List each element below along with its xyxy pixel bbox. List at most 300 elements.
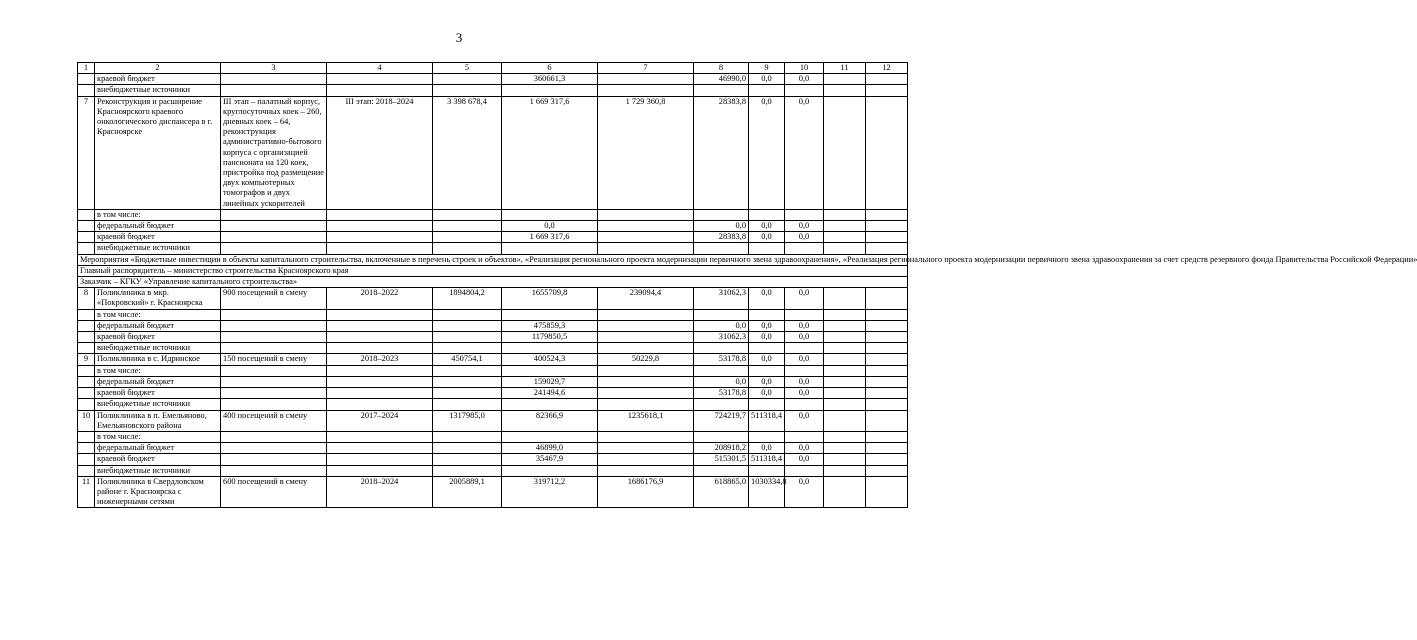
funding-source-label: внебюджетные источники <box>95 399 221 410</box>
value-col12 <box>866 476 908 508</box>
object-name: Поликлиника в мкр. «Покровский» г. Красноярска <box>95 288 221 309</box>
value-col8: 31062,3 <box>694 332 749 343</box>
object-capacity: 900 посещений в смену <box>221 288 327 309</box>
value-col11 <box>824 476 866 508</box>
value-col5 <box>433 365 502 376</box>
value-col9: 0,0 <box>749 443 785 454</box>
value-col11 <box>824 343 866 354</box>
funding-source-label: краевой бюджет <box>95 232 221 243</box>
value-col10: 0,0 <box>785 232 824 243</box>
value-col4 <box>327 232 433 243</box>
value-col7 <box>598 243 694 254</box>
value-col11 <box>824 431 866 442</box>
value-col12 <box>866 365 908 376</box>
value-col5 <box>433 454 502 465</box>
value-col12 <box>866 354 908 365</box>
value-col11 <box>824 465 866 476</box>
funding-source-row <box>78 376 908 387</box>
value-col10: 0,0 <box>785 388 824 399</box>
value-col6: 82366,9 <box>502 410 598 431</box>
value-col6: 1 669 317,6 <box>502 232 598 243</box>
value-col5 <box>433 243 502 254</box>
section-row <box>78 254 908 265</box>
empty-num-cell <box>78 309 95 320</box>
value-col10 <box>785 399 824 410</box>
value-col9: 0,0 <box>749 354 785 365</box>
funding-source-row <box>78 74 908 85</box>
value-col5 <box>433 332 502 343</box>
value-col10: 0,0 <box>785 332 824 343</box>
object-name: Поликлиника в п. Емельяново, Емельяновского района <box>95 410 221 431</box>
estimated-cost: 450754,1 <box>433 354 502 365</box>
value-col5 <box>433 320 502 331</box>
funding-source-row <box>78 232 908 243</box>
funding-source-label: федеральный бюджет <box>95 221 221 232</box>
value-col6 <box>502 399 598 410</box>
value-col7: 239094,4 <box>598 288 694 309</box>
value-col5 <box>433 209 502 220</box>
value-col9: 1030334,8 <box>749 476 785 508</box>
value-col9 <box>749 343 785 354</box>
value-col10 <box>785 309 824 320</box>
value-col7 <box>598 320 694 331</box>
value-col8: 53178,8 <box>694 354 749 365</box>
section-text: Мероприятия «Бюджетные инвестиции в объекты капитального строительства, включенные в перечень строек и объектов», «Реализация регионального проекта модернизации первичного звена здравоохранения», «Реализация регионального проекта модернизации первичного звена здравоохранения за счет средств резервного фонда Правительства Российской Федерации» <box>78 254 908 265</box>
value-col7 <box>598 343 694 354</box>
value-col6: 1655709,8 <box>502 288 598 309</box>
value-col6 <box>502 243 598 254</box>
object-row <box>78 288 908 309</box>
value-col7 <box>598 388 694 399</box>
value-col7 <box>598 365 694 376</box>
value-col5 <box>433 431 502 442</box>
empty-num-cell <box>78 431 95 442</box>
value-col12 <box>866 388 908 399</box>
col-header: 8 <box>694 63 749 74</box>
value-col3 <box>221 332 327 343</box>
value-col4 <box>327 399 433 410</box>
funding-source-label: краевой бюджет <box>95 332 221 343</box>
value-col11 <box>824 288 866 309</box>
estimated-cost: 2005889,1 <box>433 476 502 508</box>
value-col5 <box>433 376 502 387</box>
value-col5 <box>433 465 502 476</box>
value-col3 <box>221 221 327 232</box>
col-header: 7 <box>598 63 694 74</box>
value-col12 <box>866 454 908 465</box>
value-col8 <box>694 431 749 442</box>
value-col4 <box>327 85 433 96</box>
value-col4 <box>327 376 433 387</box>
value-col8 <box>694 343 749 354</box>
empty-num-cell <box>78 454 95 465</box>
object-number: 8 <box>78 288 95 309</box>
value-col3 <box>221 465 327 476</box>
value-col6 <box>502 309 598 320</box>
value-col12 <box>866 410 908 431</box>
funding-source-label: в том числе: <box>95 365 221 376</box>
empty-num-cell <box>78 85 95 96</box>
value-col8: 53178,8 <box>694 388 749 399</box>
funding-source-row <box>78 388 908 399</box>
value-col12 <box>866 443 908 454</box>
value-col8: 618865,0 <box>694 476 749 508</box>
value-col4 <box>327 454 433 465</box>
funding-source-row <box>78 332 908 343</box>
value-col8: 724219,7 <box>694 410 749 431</box>
empty-num-cell <box>78 209 95 220</box>
value-col6: 360661,3 <box>502 74 598 85</box>
value-col12 <box>866 221 908 232</box>
value-col6: 319712,2 <box>502 476 598 508</box>
value-col9: 0,0 <box>749 221 785 232</box>
value-col3 <box>221 365 327 376</box>
value-col9: 0,0 <box>749 232 785 243</box>
col-header: 2 <box>95 63 221 74</box>
funding-source-row <box>78 221 908 232</box>
object-capacity: III этап – палатный корпус, круглосуточных коек – 260, дневных коек – 64, реконструкция административно-бытового корпуса с организацией пансионата на 120 коек, пристройка под размещение двух компьютерных томографов и двух линейных ускорителей <box>221 96 327 209</box>
column-number-row <box>78 63 908 74</box>
value-col12 <box>866 74 908 85</box>
value-col11 <box>824 332 866 343</box>
funding-source-label: в том числе: <box>95 209 221 220</box>
value-col8: 28383,8 <box>694 96 749 209</box>
col-header: 9 <box>749 63 785 74</box>
section-text: Заказчик – КГКУ «Управление капитального строительства» <box>78 277 908 288</box>
value-col9: 0,0 <box>749 376 785 387</box>
col-header: 1 <box>78 63 95 74</box>
value-col4 <box>327 332 433 343</box>
value-col5 <box>433 399 502 410</box>
object-number: 9 <box>78 354 95 365</box>
value-col3 <box>221 309 327 320</box>
investment-table <box>77 62 1417 508</box>
value-col11 <box>824 221 866 232</box>
value-col8: 0,0 <box>694 320 749 331</box>
value-col3 <box>221 209 327 220</box>
value-col7: 50229,8 <box>598 354 694 365</box>
value-col8: 46990,0 <box>694 74 749 85</box>
funding-source-row <box>78 343 908 354</box>
value-col4 <box>327 209 433 220</box>
value-col3 <box>221 243 327 254</box>
value-col6 <box>502 431 598 442</box>
value-col7: 1 729 360,8 <box>598 96 694 209</box>
empty-num-cell <box>78 320 95 331</box>
value-col9 <box>749 209 785 220</box>
value-col5 <box>433 74 502 85</box>
value-col10: 0,0 <box>785 221 824 232</box>
value-col3 <box>221 343 327 354</box>
value-col3 <box>221 431 327 442</box>
value-col4 <box>327 74 433 85</box>
value-col6: 475859,3 <box>502 320 598 331</box>
value-col12 <box>866 376 908 387</box>
value-col5 <box>433 221 502 232</box>
value-col10: 0,0 <box>785 376 824 387</box>
object-period: 2018–2024 <box>327 476 433 508</box>
value-col6: 159029,7 <box>502 376 598 387</box>
value-col11 <box>824 309 866 320</box>
funding-source-row <box>78 443 908 454</box>
value-col4 <box>327 343 433 354</box>
funding-source-row <box>78 465 908 476</box>
value-col10 <box>785 431 824 442</box>
value-col4 <box>327 309 433 320</box>
funding-source-row <box>78 243 908 254</box>
value-col10: 0,0 <box>785 320 824 331</box>
value-col9: 511318,4 <box>749 454 785 465</box>
funding-source-label: федеральный бюджет <box>95 376 221 387</box>
value-col5 <box>433 388 502 399</box>
value-col9 <box>749 365 785 376</box>
col-header: 12 <box>866 63 908 74</box>
value-col5 <box>433 443 502 454</box>
funding-source-label: внебюджетные источники <box>95 85 221 96</box>
value-col7 <box>598 454 694 465</box>
value-col9 <box>749 309 785 320</box>
empty-num-cell <box>78 221 95 232</box>
object-number: 10 <box>78 410 95 431</box>
funding-source-label: краевой бюджет <box>95 388 221 399</box>
object-name: Поликлиника в Свердловском районе г. Красноярска с инженерными сетями <box>95 476 221 508</box>
funding-source-label: в том числе: <box>95 431 221 442</box>
object-number: 11 <box>78 476 95 508</box>
value-col9 <box>749 85 785 96</box>
value-col9 <box>749 243 785 254</box>
value-col4 <box>327 243 433 254</box>
funding-source-row <box>78 399 908 410</box>
value-col3 <box>221 399 327 410</box>
value-col9: 0,0 <box>749 288 785 309</box>
value-col3 <box>221 443 327 454</box>
value-col7 <box>598 74 694 85</box>
value-col10 <box>785 209 824 220</box>
value-col7 <box>598 376 694 387</box>
value-col7: 1686176,9 <box>598 476 694 508</box>
value-col6: 46899,0 <box>502 443 598 454</box>
value-col11 <box>824 96 866 209</box>
empty-num-cell <box>78 376 95 387</box>
value-col12 <box>866 96 908 209</box>
value-col7 <box>598 332 694 343</box>
funding-source-label: краевой бюджет <box>95 454 221 465</box>
value-col3 <box>221 454 327 465</box>
value-col7 <box>598 232 694 243</box>
value-col11 <box>824 376 866 387</box>
value-col10 <box>785 85 824 96</box>
value-col6: 0,0 <box>502 221 598 232</box>
value-col6: 1179850,5 <box>502 332 598 343</box>
col-header: 3 <box>221 63 327 74</box>
value-col7 <box>598 85 694 96</box>
value-col8: 208918,2 <box>694 443 749 454</box>
empty-num-cell <box>78 332 95 343</box>
value-col9: 511318,4 <box>749 410 785 431</box>
value-col8 <box>694 365 749 376</box>
col-header: 11 <box>824 63 866 74</box>
value-col10 <box>785 243 824 254</box>
value-col6 <box>502 465 598 476</box>
value-col9 <box>749 431 785 442</box>
value-col10: 0,0 <box>785 443 824 454</box>
funding-source-row <box>78 431 908 442</box>
value-col11 <box>824 399 866 410</box>
value-col4 <box>327 388 433 399</box>
value-col12 <box>866 431 908 442</box>
empty-num-cell <box>78 232 95 243</box>
funding-source-row <box>78 454 908 465</box>
funding-source-label: краевой бюджет <box>95 74 221 85</box>
col-header: 4 <box>327 63 433 74</box>
section-row <box>78 277 908 288</box>
value-col10: 0,0 <box>785 454 824 465</box>
value-col3 <box>221 376 327 387</box>
value-col10: 0,0 <box>785 96 824 209</box>
value-col10: 0,0 <box>785 74 824 85</box>
value-col3 <box>221 232 327 243</box>
value-col12 <box>866 320 908 331</box>
value-col8 <box>694 309 749 320</box>
value-col12 <box>866 399 908 410</box>
empty-num-cell <box>78 388 95 399</box>
value-col10 <box>785 343 824 354</box>
value-col10 <box>785 465 824 476</box>
value-col9: 0,0 <box>749 96 785 209</box>
funding-source-label: внебюджетные источники <box>95 243 221 254</box>
object-row <box>78 96 908 209</box>
object-name: Реконструкция и расширение Красноярского краевого онкологического диспансера в г. Красноярске <box>95 96 221 209</box>
object-row <box>78 354 908 365</box>
value-col6 <box>502 209 598 220</box>
value-col12 <box>866 288 908 309</box>
funding-source-label: в том числе: <box>95 309 221 320</box>
empty-num-cell <box>78 74 95 85</box>
col-header: 10 <box>785 63 824 74</box>
value-col5 <box>433 85 502 96</box>
value-col5 <box>433 343 502 354</box>
funding-source-label: федеральный бюджет <box>95 443 221 454</box>
value-col3 <box>221 85 327 96</box>
value-col7 <box>598 309 694 320</box>
value-col8: 0,0 <box>694 221 749 232</box>
value-col12 <box>866 465 908 476</box>
object-row <box>78 410 908 431</box>
funding-source-row <box>78 85 908 96</box>
value-col11 <box>824 85 866 96</box>
value-col3 <box>221 320 327 331</box>
object-period: 2018–2023 <box>327 354 433 365</box>
object-period: 2017–2024 <box>327 410 433 431</box>
value-col11 <box>824 365 866 376</box>
value-col4 <box>327 431 433 442</box>
value-col9: 0,0 <box>749 388 785 399</box>
value-col7 <box>598 443 694 454</box>
value-col4 <box>327 221 433 232</box>
value-col5 <box>433 232 502 243</box>
col-header: 6 <box>502 63 598 74</box>
value-col4 <box>327 320 433 331</box>
value-col8: 0,0 <box>694 376 749 387</box>
value-col6: 1 669 317,6 <box>502 96 598 209</box>
value-col11 <box>824 443 866 454</box>
value-col11 <box>824 74 866 85</box>
object-capacity: 400 посещений в смену <box>221 410 327 431</box>
value-col12 <box>866 243 908 254</box>
object-capacity: 150 посещений в смену <box>221 354 327 365</box>
funding-source-label: внебюджетные источники <box>95 343 221 354</box>
value-col8 <box>694 399 749 410</box>
empty-num-cell <box>78 465 95 476</box>
value-col10 <box>785 365 824 376</box>
value-col6 <box>502 85 598 96</box>
value-col11 <box>824 209 866 220</box>
funding-source-label: внебюджетные источники <box>95 465 221 476</box>
object-name: Поликлиника в с. Идринское <box>95 354 221 365</box>
value-col11 <box>824 454 866 465</box>
value-col8: 515301,5 <box>694 454 749 465</box>
col-header: 5 <box>433 63 502 74</box>
estimated-cost: 3 398 678,4 <box>433 96 502 209</box>
empty-num-cell <box>78 399 95 410</box>
value-col9: 0,0 <box>749 332 785 343</box>
empty-num-cell <box>78 343 95 354</box>
value-col10: 0,0 <box>785 410 824 431</box>
value-col6: 35467,9 <box>502 454 598 465</box>
value-col6 <box>502 343 598 354</box>
value-col3 <box>221 74 327 85</box>
value-col11 <box>824 243 866 254</box>
value-col7 <box>598 209 694 220</box>
value-col11 <box>824 388 866 399</box>
value-col3 <box>221 388 327 399</box>
value-col11 <box>824 232 866 243</box>
value-col7 <box>598 465 694 476</box>
value-col6 <box>502 365 598 376</box>
value-col6: 400524,3 <box>502 354 598 365</box>
object-number: 7 <box>78 96 95 209</box>
value-col10: 0,0 <box>785 288 824 309</box>
value-col12 <box>866 343 908 354</box>
value-col9 <box>749 399 785 410</box>
value-col4 <box>327 365 433 376</box>
value-col12 <box>866 85 908 96</box>
section-text: Главный распорядитель – министерство строительства Красноярского края <box>78 265 908 276</box>
value-col9: 0,0 <box>749 74 785 85</box>
value-col7 <box>598 221 694 232</box>
value-col8: 28383,8 <box>694 232 749 243</box>
value-col9 <box>749 465 785 476</box>
object-period: 2018–2022 <box>327 288 433 309</box>
value-col4 <box>327 465 433 476</box>
object-period: III этап: 2018–2024 <box>327 96 433 209</box>
object-capacity: 600 посещений в смену <box>221 476 327 508</box>
value-col12 <box>866 309 908 320</box>
funding-source-label: федеральный бюджет <box>95 320 221 331</box>
empty-num-cell <box>78 365 95 376</box>
value-col11 <box>824 354 866 365</box>
value-col6: 241494,6 <box>502 388 598 399</box>
value-col8 <box>694 209 749 220</box>
object-row <box>78 476 908 508</box>
value-col7 <box>598 431 694 442</box>
value-col4 <box>327 443 433 454</box>
funding-source-row <box>78 209 908 220</box>
empty-num-cell <box>78 243 95 254</box>
value-col10: 0,0 <box>785 476 824 508</box>
estimated-cost: 1317985,0 <box>433 410 502 431</box>
value-col11 <box>824 320 866 331</box>
